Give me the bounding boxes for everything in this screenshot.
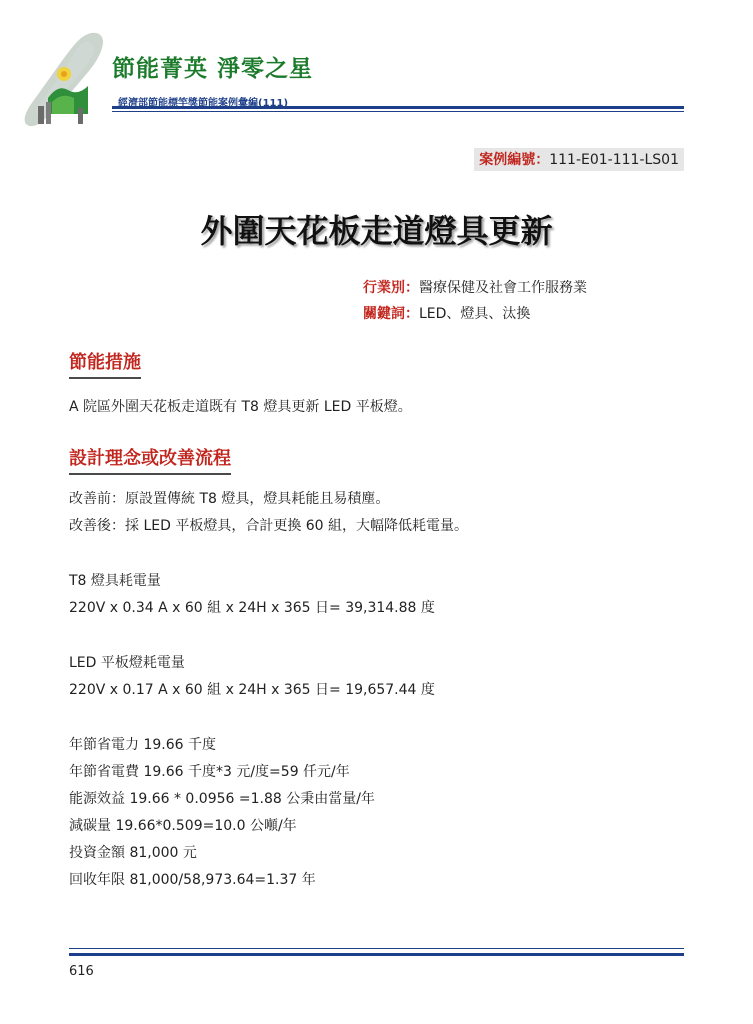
header-divider: [112, 106, 684, 109]
t8-consumption-heading: T8 燈具耗電量: [69, 573, 161, 589]
footer-divider-thin: [69, 948, 684, 949]
industry-value: 醫療保健及社會工作服務業: [419, 280, 587, 296]
case-number-value: 111-E01-111-LS01: [549, 152, 679, 168]
industry-row: [363, 277, 587, 297]
measures-text: A 院區外圍天花板走道既有 T8 燈具更新 LED 平板燈。: [69, 399, 412, 415]
led-consumption-heading: LED 平板燈耗電量: [69, 655, 185, 671]
header-divider-thin: [112, 111, 684, 112]
section-heading-measures: 節能措施: [69, 348, 141, 379]
page-title: 外圍天花板走道燈具更新: [200, 212, 553, 250]
header-subtitle: 經濟部節能標竿獎節能案例彙編(111): [118, 98, 289, 109]
case-number-box: [474, 148, 684, 171]
keywords-label: 關鍵詞：: [363, 306, 419, 322]
carbon-reduction: 減碳量 19.66*0.509=10.0 公噸/年: [69, 818, 297, 834]
annual-power-saving: 年節省電力 19.66 千度: [69, 737, 216, 753]
section-heading-design: 設計理念或改善流程: [69, 444, 231, 475]
industry-label: 行業別：: [363, 280, 419, 296]
t8-consumption-calc: 220V x 0.34 A x 60 組 x 24H x 365 日= 39,314.88 度: [69, 600, 435, 616]
after-line: 改善後：採 LED 平板燈具，合計更換 60 組，大幅降低耗電量。: [69, 518, 469, 534]
before-line: 改善前：原設置傳統 T8 燈具，燈具耗能且易積塵。: [69, 491, 390, 507]
footer-divider: [69, 953, 684, 956]
case-number-label: 案例編號：: [479, 152, 550, 168]
keywords-value: LED、燈具、汰換: [419, 306, 531, 322]
page-number: 616: [69, 964, 94, 979]
keywords-row: [363, 303, 530, 323]
annual-cost-saving: 年節省電費 19.66 千度*3 元/度=59 仟元/年: [69, 764, 350, 780]
energy-benefit: 能源效益 19.66 * 0.0956 =1.88 公秉由當量/年: [69, 791, 375, 807]
led-consumption-calc: 220V x 0.17 A x 60 組 x 24H x 365 日= 19,657.44 度: [69, 682, 435, 698]
header-title: 節能菁英 淨零之星: [112, 55, 314, 82]
payback-period: 回收年限 81,000/58,973.64=1.37 年: [69, 872, 316, 888]
investment-amount: 投資金額 81,000 元: [69, 845, 197, 861]
